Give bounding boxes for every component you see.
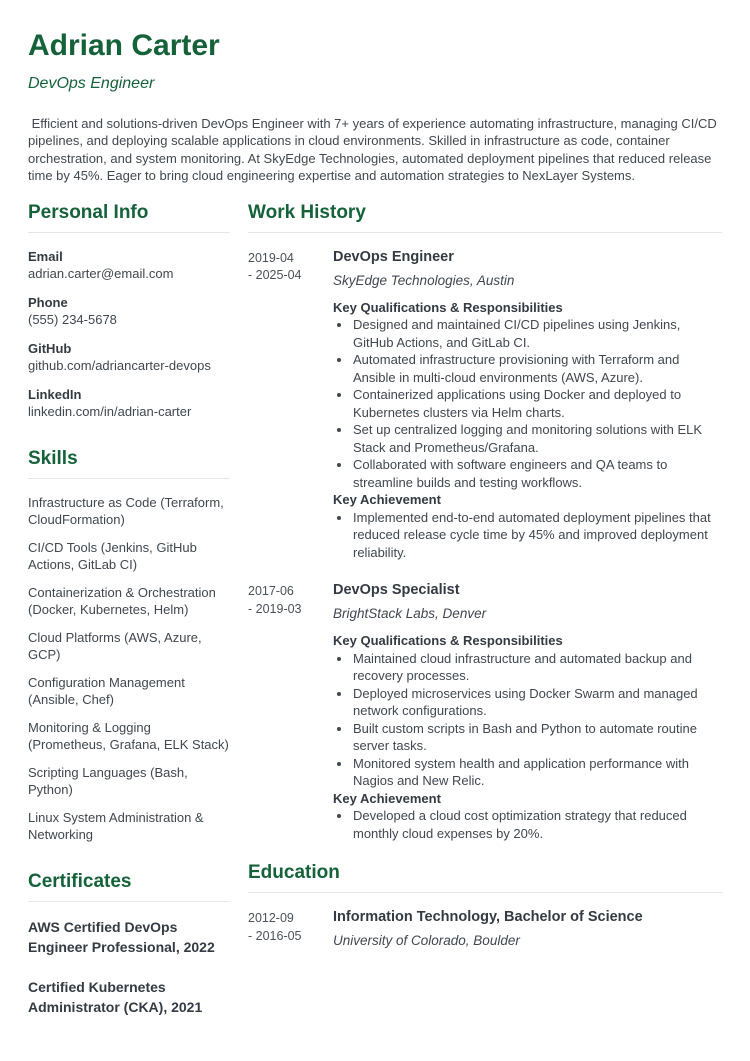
certificate-item: Certified Kubernetes Administrator (CKA), 2021 [28, 978, 203, 1015]
achievement-list [333, 807, 722, 842]
work-history-heading: Work History [248, 202, 722, 233]
qualifications-heading: Key Qualifications & Responsibilities [333, 633, 563, 649]
date-end: - 2025-04 [248, 268, 302, 282]
contact-label-github: GitHub [28, 340, 72, 356]
work-entry-dates [248, 581, 333, 842]
skill-item: Infrastructure as Code (Terraform, CloudFormation) [28, 494, 224, 527]
candidate-name: Adrian Carter [28, 29, 220, 62]
skill-item: CI/CD Tools (Jenkins, GitHub Actions, GitLab CI) [28, 539, 197, 572]
contact-item-linkedin [28, 386, 230, 421]
contact-item-github [28, 340, 230, 375]
skills-heading: Skills [28, 448, 230, 479]
skill-item: Linux System Administration & Networking [28, 809, 204, 842]
achievement-heading: Key Achievement [333, 492, 441, 508]
main-column [248, 202, 722, 1037]
date-start: 2019-04 [248, 250, 294, 265]
contact-label-linkedin: LinkedIn [28, 386, 82, 402]
qualification-item: • Automated infrastructure provisioning with Terraform and Ansible in multi-cloud environments (AWS, Azure). [352, 351, 722, 386]
achievement-list [333, 509, 722, 562]
job-company: SkyEdge Technologies, Austin [333, 272, 515, 288]
qualifications-list [333, 316, 722, 491]
date-start: 2017-06 [248, 584, 294, 599]
qualification-item: • Designed and maintained CI/CD pipelines using Jenkins, GitHub Actions, and GitLab CI. [352, 316, 722, 351]
achievement-heading: Key Achievement [333, 790, 441, 806]
qualifications-list [333, 650, 722, 790]
achievement-item: • Implemented end-to-end automated deployment pipelines that reduced release cycle time by 45% and improved deployment reliability. [352, 509, 722, 562]
work-history-section [248, 202, 722, 843]
date-end: - 2016-05 [248, 928, 302, 943]
school-name: University of Colorado, Boulder [333, 933, 520, 949]
job-title: DevOps Specialist [333, 582, 460, 599]
work-entry-dates [248, 248, 333, 562]
skill-item: Cloud Platforms (AWS, Azure, GCP) [28, 629, 202, 662]
date-end: - 2019-03 [248, 601, 302, 616]
skill-item: Containerization & Orchestration (Docker, Kubernetes, Helm) [28, 584, 216, 617]
resume-header [28, 30, 722, 185]
contact-value-phone: (555) 234-5678 [28, 312, 117, 327]
education-entry-body [333, 908, 722, 959]
personal-info-heading: Personal Info [28, 202, 230, 233]
contact-value-email: adrian.carter@email.com [28, 266, 174, 281]
qualification-item: • Built custom scripts in Bash and Python to automate routine server tasks. [352, 720, 722, 755]
work-entry-body [333, 248, 722, 562]
skill-item: Configuration Management (Ansible, Chef) [28, 674, 185, 707]
contact-item-phone [28, 294, 230, 329]
education-entry-dates [248, 908, 333, 959]
achievement-item: • Developed a cloud cost optimization strategy that reduced monthly cloud expenses by 20%. [352, 807, 722, 842]
contact-value-github: github.com/adriancarter-devops [28, 358, 211, 373]
certificate-item: AWS Certified DevOps Engineer Professional, 2022 [28, 918, 215, 955]
contact-label-phone: Phone [28, 294, 68, 310]
skill-item: Monitoring & Logging (Prometheus, Grafana, ELK Stack) [28, 719, 229, 752]
qualification-item: • Monitored system health and application performance with Nagios and New Relic. [352, 755, 722, 790]
content-columns [28, 202, 722, 1037]
skill-item: Scripting Languages (Bash, Python) [28, 764, 188, 797]
qualification-item: • Set up centralized logging and monitoring solutions with ELK Stack and Prometheus/Grafana. [352, 421, 722, 456]
certificates-section [28, 871, 230, 1018]
qualification-item: • Maintained cloud infrastructure and automated backup and recovery processes. [352, 650, 722, 685]
qualification-item: • Deployed microservices using Docker Swarm and managed network configurations. [352, 685, 722, 720]
certificates-heading: Certificates [28, 871, 230, 902]
professional-summary: Efficient and solutions-driven DevOps Engineer with 7+ years of experience automating infrastructure, managing CI/CD pipelines, and deploying scalable applications in cloud environments. Skilled in infrastructure as code, container orchestration, and system monitoring. At SkyEdge Technologies, automated deployment pipelines that reduced release time by 45%. Eager to bring cloud engineering expertise and automation strategies to NexLayer Systems. [28, 115, 721, 183]
candidate-job-title: DevOps Engineer [28, 74, 155, 92]
education-heading: Education [248, 862, 722, 893]
contact-value-linkedin: linkedin.com/in/adrian-carter [28, 404, 192, 419]
job-title: DevOps Engineer [333, 248, 454, 265]
contact-item-email [28, 248, 230, 283]
sidebar-column [28, 202, 230, 1037]
qualification-item: • Collaborated with software engineers and QA teams to streamline builds and testing workflows. [352, 456, 722, 491]
qualification-item: • Containerized applications using Docker and deployed to Kubernetes clusters via Helm charts. [352, 386, 722, 421]
work-entry [248, 248, 722, 562]
qualifications-heading: Key Qualifications & Responsibilities [333, 299, 563, 315]
education-section [248, 862, 722, 959]
work-entry [248, 581, 722, 842]
job-company: BrightStack Labs, Denver [333, 606, 487, 622]
skills-section [28, 448, 230, 844]
personal-info-section [28, 202, 230, 421]
degree-title: Information Technology, Bachelor of Science [333, 909, 643, 926]
date-start: 2012-09 [248, 911, 294, 926]
education-entry [248, 908, 722, 959]
work-entry-body [333, 581, 722, 842]
contact-label-email: Email [28, 248, 63, 264]
